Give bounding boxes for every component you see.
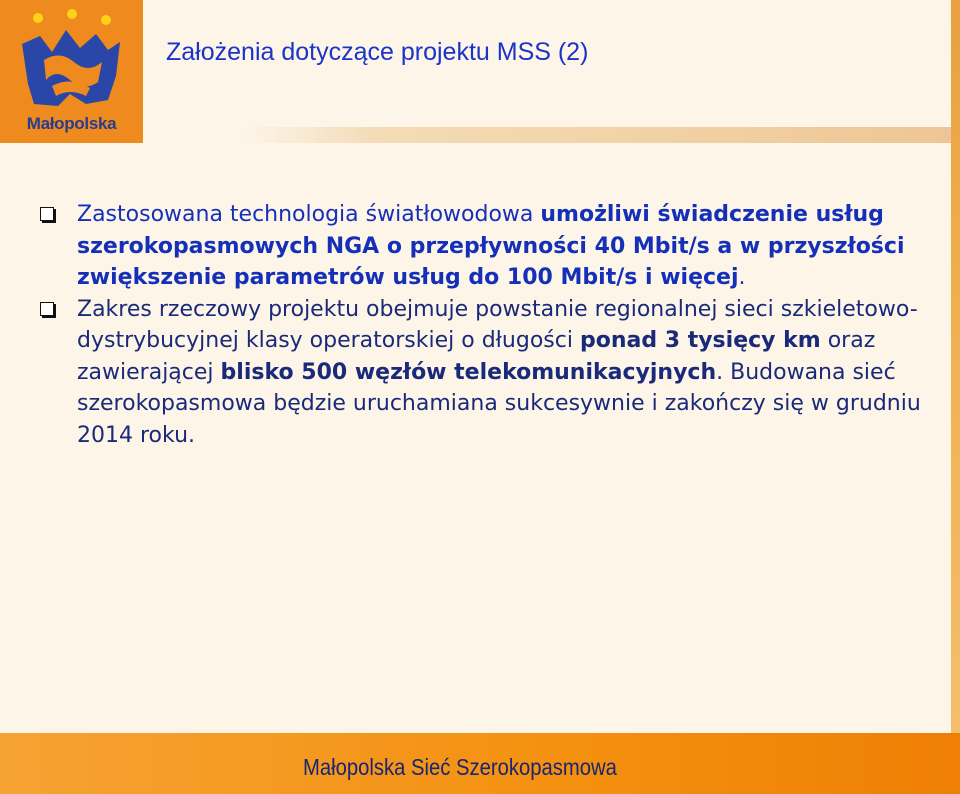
malopolska-logo bbox=[0, 0, 143, 143]
bullet-text-bold: blisko 500 węzłów telekomunikacyjnych bbox=[220, 359, 717, 385]
bullet-item-technology bbox=[40, 199, 930, 294]
title-underline-bar bbox=[244, 127, 951, 143]
bullet-text-bold: umożliwi świadczenie usług szerokopasmowych NGA o przepływności 40 Mbit/s a w przyszłości zwiększenie parametrów usług do 100 Mbit/s i więcej bbox=[77, 202, 905, 290]
slide-title: Założenia dotyczące projektu MSS (2) bbox=[166, 38, 589, 66]
logo-text: Małopolska bbox=[26, 114, 117, 133]
bullet-list bbox=[40, 199, 930, 451]
bullet-text-part: . Budowana sieć szerokopasmowa będzie uruchamiana sukcesywnie i zakończy się w grudniu 2014 roku. bbox=[77, 359, 921, 448]
footer-text: Małopolska Sieć Szerokopasmowa bbox=[303, 754, 617, 780]
bullet-text-bold: ponad 3 tysięcy km bbox=[579, 328, 821, 353]
bullet-item-scope bbox=[40, 294, 930, 452]
bullet-text-part: . bbox=[738, 265, 746, 290]
checkbox-bullet-icon bbox=[40, 207, 54, 221]
bullet-text-part: oraz zawierającej bbox=[77, 328, 876, 385]
checkbox-bullet-icon bbox=[40, 302, 54, 316]
bullet-text-part: Zastosowana technologia światłowodowa bbox=[77, 202, 541, 227]
right-edge-strip bbox=[951, 0, 960, 794]
bullet-text-part: Zakres rzeczowy projektu obejmuje powstanie regionalnej sieci szkieletowo-dystrybucyjnej klasy operatorskiej o długości bbox=[77, 296, 918, 353]
